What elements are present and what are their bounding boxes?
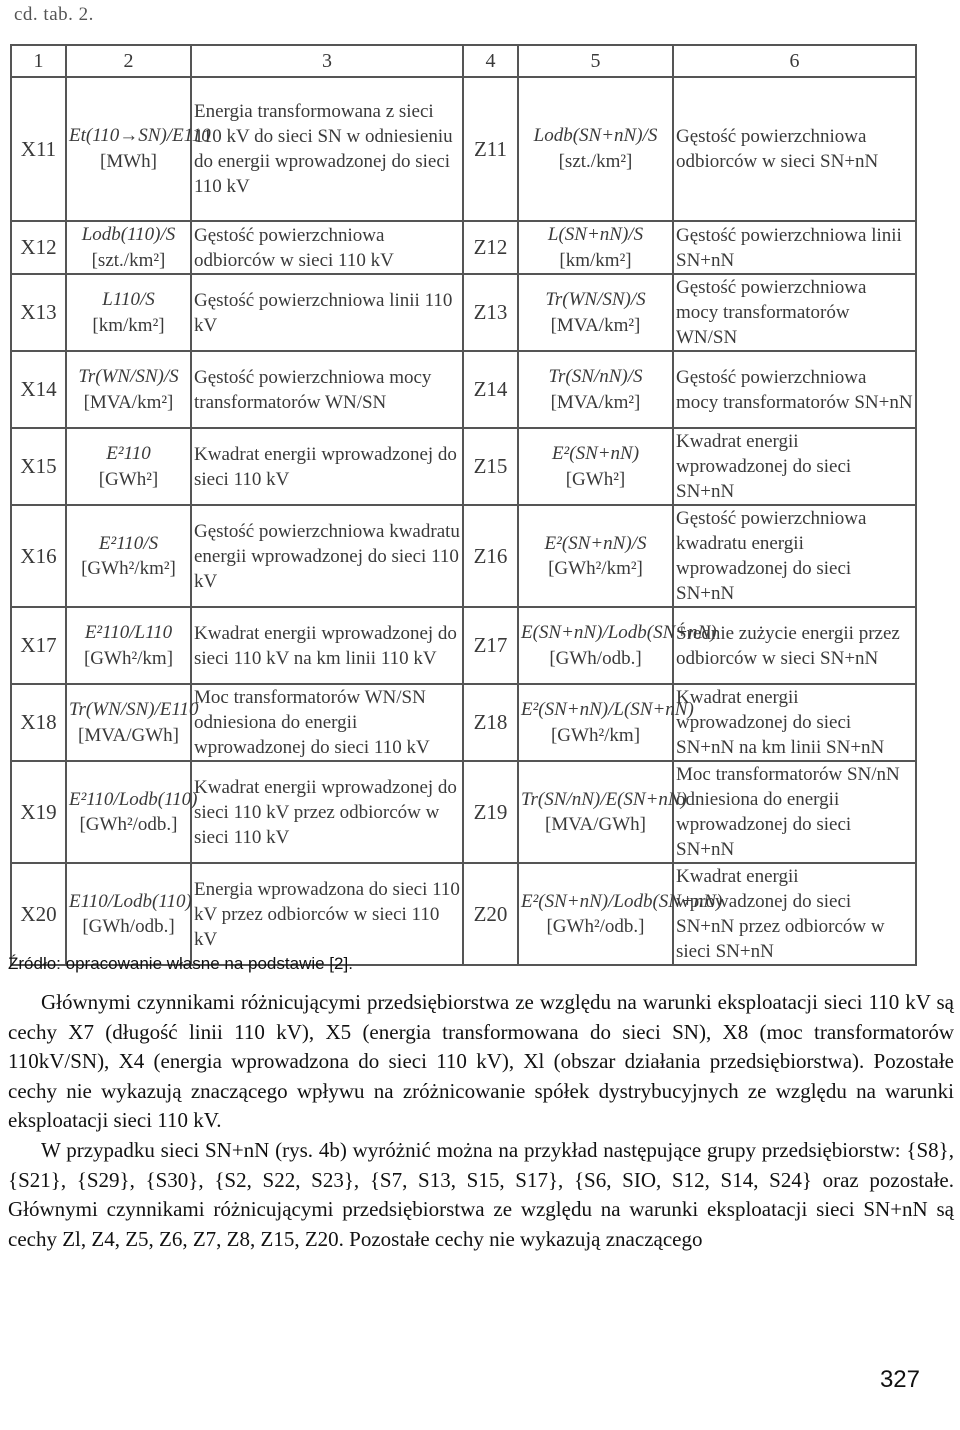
feature-symbol-cell bbox=[66, 351, 191, 428]
right-symbol: Tr(SN/nN)/S bbox=[548, 366, 643, 388]
feature-code-cell bbox=[463, 505, 518, 607]
right-code: Z18 bbox=[473, 710, 508, 735]
feature-description-cell bbox=[673, 221, 916, 274]
table-row bbox=[11, 863, 916, 965]
left-code: X15 bbox=[20, 454, 57, 479]
feature-code-cell bbox=[463, 684, 518, 761]
feature-symbol-cell bbox=[518, 863, 723, 965]
feature-description-cell bbox=[673, 428, 916, 505]
right-desc: Gęstość powierzchniowa linii SN+nN bbox=[676, 224, 902, 271]
table-header-row bbox=[11, 45, 916, 77]
feature-code-cell bbox=[463, 428, 518, 505]
feature-description-cell bbox=[191, 684, 463, 761]
feature-description-cell bbox=[191, 221, 463, 274]
table-row bbox=[11, 351, 916, 428]
left-unit: [MVA/km²] bbox=[83, 391, 174, 413]
left-desc: Moc transformatorów WN/SN odniesiona do energii wprowadzonej do sieci 110 kV bbox=[194, 687, 430, 759]
feature-code-cell bbox=[11, 274, 66, 351]
right-code: Z19 bbox=[473, 799, 508, 824]
right-desc: Kwadrat energii wprowadzonej do sieci SN+nN na km linii SN+nN bbox=[676, 687, 885, 759]
table-caption: cd. tab. 2. bbox=[14, 4, 94, 25]
right-unit: [GWh²] bbox=[565, 468, 626, 490]
feature-code-cell bbox=[11, 221, 66, 274]
col-header: 6 bbox=[673, 45, 916, 77]
feature-code-cell bbox=[463, 863, 518, 965]
right-desc: Kwadrat energii wprowadzonej do sieci SN+nN bbox=[676, 431, 852, 503]
feature-description-cell bbox=[191, 351, 463, 428]
feature-code-cell bbox=[11, 428, 66, 505]
feature-code-cell bbox=[463, 221, 518, 274]
feature-description-cell bbox=[191, 428, 463, 505]
left-desc: Kwadrat energii wprowadzonej do sieci 110 kV na km linii 110 kV bbox=[194, 622, 457, 669]
paragraph: Głównymi czynnikami różnicującymi przedsiębiorstwa ze względu na warunki eksploatacji sieci 110 kV są cechy X7 (długość linii 110 kV), X5 (energia transformowana do sieci SN), X8 (moc transformatorów 110kV/SN), X4 (energia wprowadzona do sieci 110 kV), Xl (obszar działania przedsiębiorstwa). Pozostałe cechy nie wykazują znaczącego wpływu na zróżnicowanie spółek dystrybucyjnych ze względu na warunki eksploatacji sieci 110 kV. bbox=[8, 990, 954, 1133]
right-unit: [GWh²/km²] bbox=[548, 558, 643, 580]
col-header: 3 bbox=[191, 45, 463, 77]
left-symbol: E²110/S bbox=[98, 532, 159, 554]
left-unit: [GWh²/km] bbox=[83, 647, 174, 669]
feature-symbol-cell bbox=[518, 761, 687, 863]
feature-symbol-cell bbox=[518, 351, 673, 428]
feature-code-cell bbox=[463, 351, 518, 428]
table-row bbox=[11, 221, 916, 274]
right-symbol: E²(SN+nN)/S bbox=[544, 532, 647, 554]
right-symbol: Tr(WN/SN)/S bbox=[545, 289, 646, 311]
right-unit: [MVA/GWh] bbox=[545, 814, 646, 836]
feature-symbol-cell bbox=[518, 77, 673, 221]
col-header: 5 bbox=[518, 45, 673, 77]
table-row bbox=[11, 761, 916, 863]
table-row bbox=[11, 428, 916, 505]
left-code: X12 bbox=[20, 235, 57, 260]
left-symbol: Tr(WN/SN)/E110 bbox=[69, 699, 199, 721]
right-desc: Gęstość powierzchniowa mocy transformatorów WN/SN bbox=[676, 277, 867, 349]
right-code: Z14 bbox=[473, 377, 508, 402]
feature-symbol-cell bbox=[518, 221, 673, 274]
right-symbol: E(SN+nN)/Lodb(SN+nN) bbox=[521, 622, 717, 644]
feature-symbol-cell bbox=[66, 761, 198, 863]
feature-symbol-cell bbox=[518, 428, 673, 505]
left-code: X11 bbox=[20, 136, 57, 161]
feature-description-cell bbox=[673, 607, 916, 684]
right-desc: Gęstość powierzchniowa odbiorców w sieci SN+nN bbox=[676, 126, 879, 172]
right-symbol: E²(SN+nN) bbox=[551, 443, 640, 465]
feature-symbol-cell bbox=[66, 607, 191, 684]
left-unit: [MWh] bbox=[100, 151, 157, 172]
feature-description-cell bbox=[191, 77, 463, 221]
right-unit: [GWh/odb.] bbox=[549, 647, 642, 669]
left-desc: Kwadrat energii wprowadzonej do sieci 110 kV przez odbiorców w sieci 110 kV bbox=[194, 776, 457, 848]
right-unit: [GWh²/odb.] bbox=[546, 916, 645, 938]
right-unit: [MVA/km²] bbox=[550, 391, 641, 413]
right-symbol: E²(SN+nN)/L(SN+nN) bbox=[521, 699, 694, 721]
table-row bbox=[11, 607, 916, 684]
left-unit: [GWh²/odb.] bbox=[79, 814, 178, 836]
right-code: Z17 bbox=[473, 633, 508, 658]
left-symbol: E²110 bbox=[106, 443, 151, 465]
right-symbol: Lodb(SN+nN)/S bbox=[533, 125, 658, 147]
feature-code-cell bbox=[463, 274, 518, 351]
right-code: Z16 bbox=[473, 543, 508, 568]
feature-description-cell bbox=[673, 351, 916, 428]
left-code: X14 bbox=[20, 377, 57, 402]
right-unit: [szt./km²] bbox=[558, 151, 633, 172]
feature-symbol-cell bbox=[66, 274, 191, 351]
paragraph: W przypadku sieci SN+nN (rys. 4b) wyróżnić można na przykład następujące grupy przedsiębiorstw: {S8}, {S21}, {S29}, {S30}, {S2, S22, S23}, {S7, S13, S15, S17}, {S6, SIO, S12, S14, S24} oraz pozostałe. Głównymi czynnikami różnicującymi przedsiębiorstwa ze względu na warunki eksploatacji sieci SN+nN są cechy Zl, Z4, Z5, Z6, Z7, Z8, Z15, Z20. Pozostałe cechy nie wykazują znaczącego bbox=[8, 1137, 954, 1251]
right-desc: Średnie zużycie energii przez odbiorców w sieci SN+nN bbox=[676, 622, 900, 669]
right-symbol: Tr(SN/nN)/E(SN+nN) bbox=[521, 788, 687, 810]
feature-symbol-cell bbox=[518, 607, 717, 684]
right-desc: Gęstość powierzchniowa mocy transformatorów SN+nN bbox=[676, 366, 913, 413]
feature-code-cell bbox=[11, 607, 66, 684]
feature-symbol-cell bbox=[66, 77, 211, 221]
feature-description-cell bbox=[191, 761, 463, 863]
left-unit: [MVA/GWh] bbox=[78, 724, 179, 746]
feature-code-cell bbox=[11, 684, 66, 761]
feature-symbol-cell bbox=[66, 684, 199, 761]
left-desc: Energia transformowana z sieci 110 kV do sieci SN w odniesieniu do energii wprowadzonej do sieci 110 kV bbox=[194, 101, 453, 197]
left-symbol: E²110/L110 bbox=[84, 622, 173, 644]
feature-code-cell bbox=[463, 607, 518, 684]
right-desc: Kwadrat energii wprowadzonej do sieci SN+nN przez odbiorców w sieci SN+nN bbox=[676, 866, 885, 963]
feature-description-cell bbox=[191, 505, 463, 607]
feature-code-cell bbox=[463, 761, 518, 863]
right-unit: [MVA/km²] bbox=[550, 314, 641, 336]
left-unit: [GWh²/km²] bbox=[81, 558, 176, 580]
right-unit: [km/km²] bbox=[559, 249, 632, 271]
feature-description-cell bbox=[673, 863, 916, 965]
left-desc: Gęstość powierzchniowa mocy transformatorów WN/SN bbox=[194, 366, 432, 413]
left-desc: Energia wprowadzona do sieci 110 kV przez odbiorców w sieci 110 kV bbox=[194, 878, 460, 950]
feature-code-cell bbox=[11, 505, 66, 607]
left-symbol: L110/S bbox=[102, 289, 155, 311]
left-symbol: Et(110→SN)/E110 bbox=[69, 125, 211, 147]
feature-symbol-cell bbox=[66, 505, 191, 607]
feature-description-cell bbox=[673, 761, 916, 863]
feature-code-cell bbox=[11, 761, 66, 863]
right-symbol: L(SN+nN)/S bbox=[547, 224, 644, 245]
left-desc: Gęstość powierzchniowa linii 110 kV bbox=[194, 289, 453, 336]
feature-code-cell bbox=[11, 77, 66, 221]
left-desc: Kwadrat energii wprowadzonej do sieci 110 kV bbox=[194, 443, 457, 490]
feature-code-cell bbox=[463, 77, 518, 221]
feature-description-cell bbox=[191, 863, 463, 965]
feature-description-cell bbox=[191, 274, 463, 351]
right-code: Z15 bbox=[473, 454, 508, 479]
left-unit: [GWh/odb.] bbox=[82, 916, 175, 938]
right-unit: [GWh²/km] bbox=[550, 724, 641, 746]
feature-symbol-cell bbox=[518, 274, 673, 351]
feature-symbol-cell bbox=[66, 863, 191, 965]
right-code: Z13 bbox=[473, 300, 508, 325]
feature-symbol-cell bbox=[518, 684, 694, 761]
feature-code-cell bbox=[11, 351, 66, 428]
left-symbol: Lodb(110)/S bbox=[81, 224, 176, 245]
left-symbol: E²110/Lodb(110) bbox=[69, 788, 198, 810]
right-symbol: E²(SN+nN)/Lodb(SN+nN) bbox=[521, 890, 723, 912]
right-desc: Gęstość powierzchniowa kwadratu energii wprowadzonej do sieci SN+nN bbox=[676, 508, 867, 605]
left-desc: Gęstość powierzchniowa kwadratu energii wprowadzonej do sieci 110 kV bbox=[194, 520, 460, 592]
left-code: X17 bbox=[20, 633, 57, 658]
body-text bbox=[8, 988, 954, 1254]
left-symbol: Tr(WN/SN)/S bbox=[78, 366, 179, 388]
col-header: 1 bbox=[11, 45, 66, 77]
table-row bbox=[11, 505, 916, 607]
left-desc: Gęstość powierzchniowa odbiorców w sieci 110 kV bbox=[194, 224, 394, 271]
col-header: 4 bbox=[463, 45, 518, 77]
left-code: X19 bbox=[20, 799, 57, 824]
page-number: 327 bbox=[879, 1366, 920, 1393]
left-code: X16 bbox=[20, 543, 57, 568]
table-row bbox=[11, 77, 916, 221]
right-code: Z20 bbox=[473, 901, 508, 926]
left-unit: [GWh²] bbox=[98, 468, 159, 490]
features-table bbox=[10, 44, 917, 966]
right-code: Z11 bbox=[473, 136, 508, 161]
feature-symbol-cell bbox=[66, 221, 191, 274]
left-unit: [szt./km²] bbox=[91, 249, 166, 271]
feature-description-cell bbox=[673, 77, 916, 221]
feature-description-cell bbox=[191, 607, 463, 684]
feature-description-cell bbox=[673, 274, 916, 351]
right-code: Z12 bbox=[473, 235, 508, 260]
left-code: X18 bbox=[20, 710, 57, 735]
feature-symbol-cell bbox=[66, 428, 191, 505]
table-row bbox=[11, 684, 916, 761]
col-header: 2 bbox=[66, 45, 191, 77]
feature-description-cell bbox=[673, 505, 916, 607]
right-desc: Moc transformatorów SN/nN odniesiona do energii wprowadzonej do sieci SN+nN bbox=[676, 764, 900, 861]
feature-symbol-cell bbox=[518, 505, 673, 607]
feature-description-cell bbox=[673, 684, 916, 761]
left-symbol: E110/Lodb(110) bbox=[69, 890, 192, 912]
left-code: X13 bbox=[20, 300, 57, 325]
table-row bbox=[11, 274, 916, 351]
source-note: Źródło: opracowanie własne na podstawie [2]. bbox=[8, 954, 353, 973]
feature-code-cell bbox=[11, 863, 66, 965]
left-unit: [km/km²] bbox=[92, 314, 165, 336]
left-code: X20 bbox=[20, 901, 57, 926]
